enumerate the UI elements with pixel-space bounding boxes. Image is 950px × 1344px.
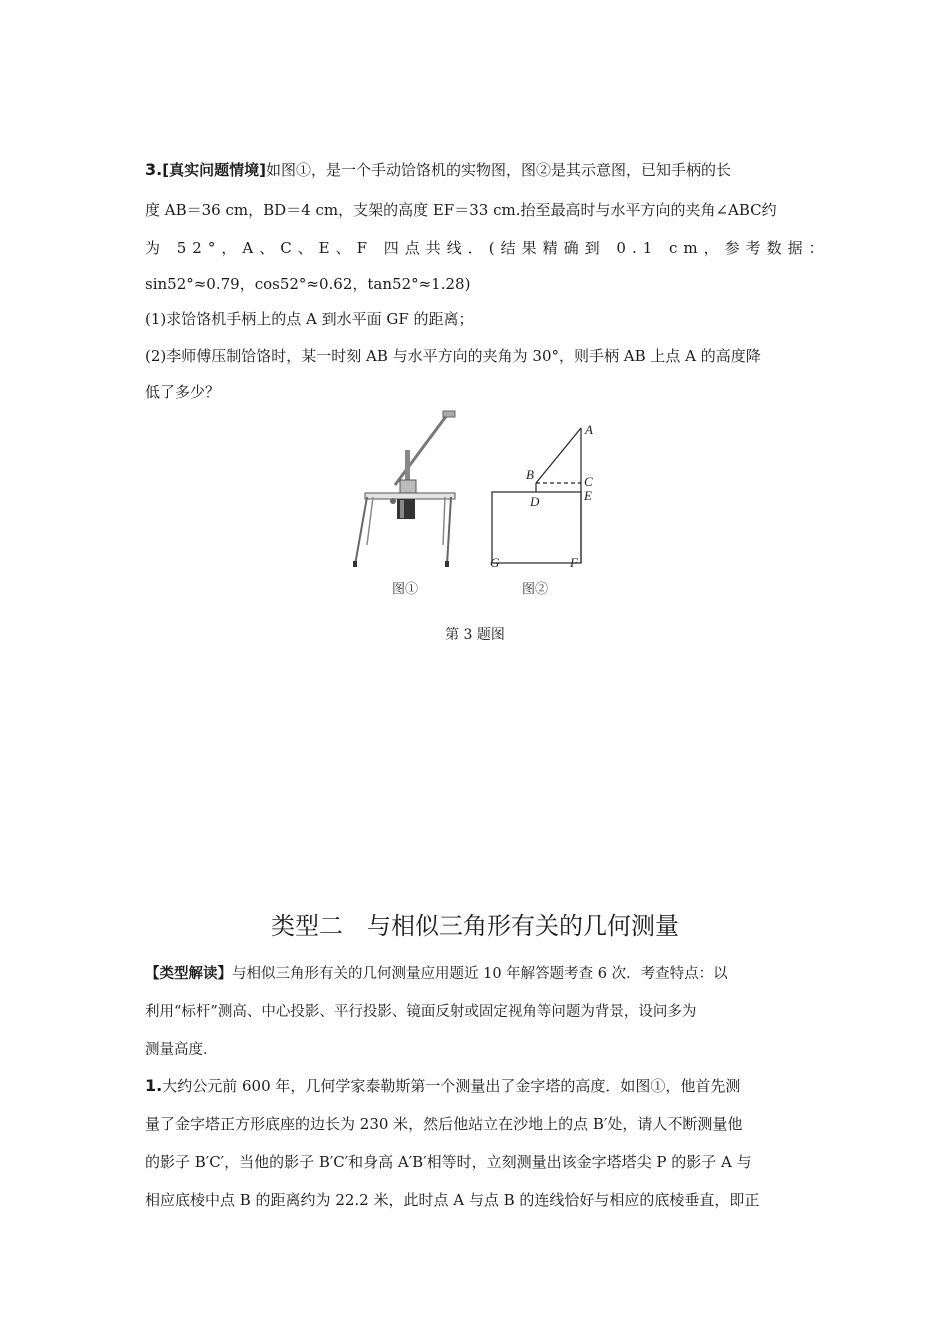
problem-3-line-4: sin52°≈0.79，cos52°≈0.62，tan52°≈1.28) [145,275,471,293]
problem-text: 如图①，是一个手动饸饹机的实物图，图②是其示意图，已知手柄的长 [265,161,731,179]
problem-3-line-3: 为 52°，A、C、E、F 四点共线．(结果精确到 0.1 cm，参考数据： [145,239,830,257]
problem-text: 大约公元前 600 年，几何学家泰勒斯第一个测量出了金字塔的高度．如图①，他首先测 [162,1077,741,1095]
figure-title: 第 3 题图 [445,627,505,643]
intro-text: 与相似三角形有关的几何测量应用题近 10 年解答题考查 6 次．考查特点：以 [232,966,728,982]
label-b: B [526,467,534,482]
question-2-line-1: (2)李师傅压制饸饹时，某一时刻 AB 与水平方向的夹角为 30°，则手柄 AB 上点 A 的高度降 [145,347,761,365]
label-f: F [570,555,578,570]
problem-1-line-2: 量了金字塔正方形底座的边长为 230 米，然后他站立在沙地上的点 B′处，请人不断测量他 [145,1115,743,1133]
problem-1-line-3: 的影子 B′C′，当他的影子 B′C′和身高 A′B′相等时，立刻测量出该金字塔塔尖 P 的影子 A 与 [145,1153,752,1171]
schematic-figure [485,420,595,575]
question-2-line-2: 低了多少？ [145,383,221,401]
section-intro-line-2: 利用“标杆”测高、中心投影、平行投影、镜面反射或固定视角等问题为背景，设问多为 [145,1004,697,1020]
label-g: G [490,555,500,570]
label-a: A [585,422,593,437]
problem-number: 1. [145,1076,163,1095]
problem-1-line-1 [145,1076,805,1096]
section-intro-line-1 [145,964,805,984]
problem-tag: [真实问题情境] [162,161,266,179]
section-intro-line-3: 测量高度． [145,1042,218,1058]
section-heading: 类型二 与相似三角形有关的几何测量 [271,912,679,940]
label-d: D [530,494,540,509]
machine-photo-figure [345,405,470,575]
label-e: E [584,488,592,503]
figure-1-caption: 图① [392,582,419,597]
figure-2-caption: 图② [522,582,549,597]
problem-3-line-1 [145,160,805,180]
problem-number: 3. [145,160,163,179]
question-1: (1)求饸饹机手柄上的点 A 到水平面 GF 的距离； [145,310,474,328]
problem-3-line-2: 度 AB＝36 cm，BD＝4 cm，支架的高度 EF＝33 cm.抬至最高时与水平方向的夹角∠ABC约 [145,201,777,219]
intro-tag: 【类型解读】 [145,966,232,982]
problem-1-line-4: 相应底棱中点 B 的距离约为 22.2 米，此时点 A 与点 B 的连线恰好与相应的底棱垂直，即正 [145,1191,760,1209]
label-c: C [584,474,593,489]
